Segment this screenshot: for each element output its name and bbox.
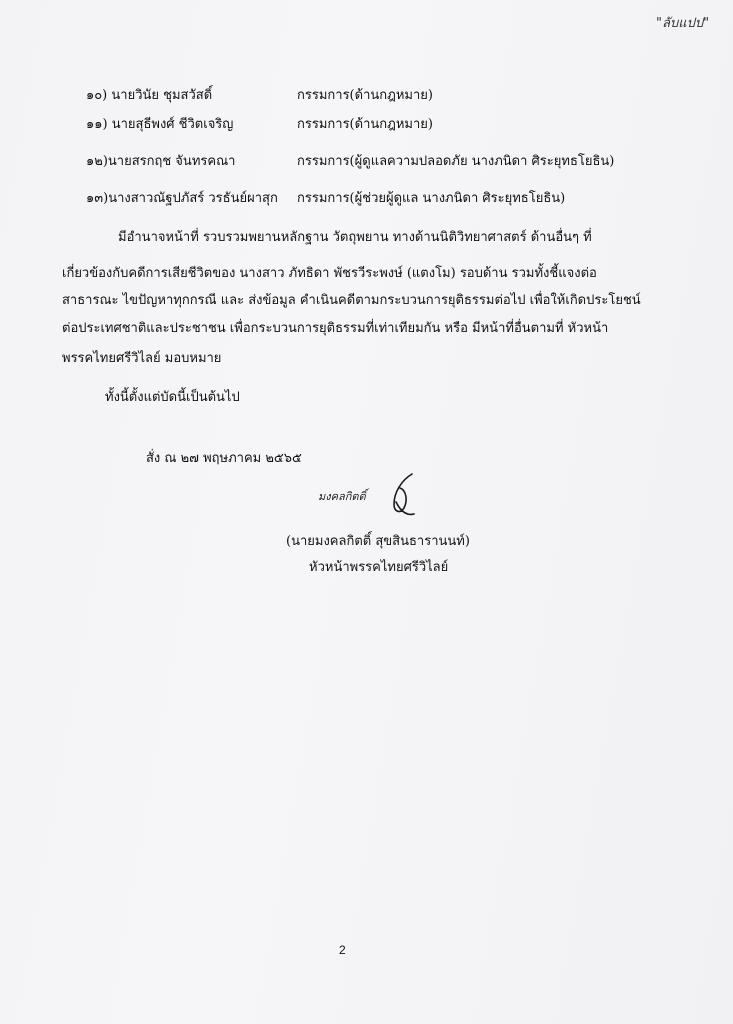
duty-line-4: ต่อประเทศชาติและประชาชน เพื่อกระบวนการยุติธรรมที่เท่าเทียมกัน หรือ มีหน้าที่อื่นตามที่ หัวหน้า xyxy=(62,321,609,336)
signer-name: (นายมงคลกิตติ์ สุขสินธารานนท์) xyxy=(286,534,470,549)
member-role-11: กรรมการ(ด้านกฎหมาย) xyxy=(297,117,433,132)
member-name-11: ๑๑) นายสุธีพงศ์ ชีวิตเจริญ xyxy=(86,117,234,132)
member-name-12: ๑๒)นายสรกฤช จันทรคณา xyxy=(86,154,236,169)
member-role-10: กรรมการ(ด้านกฎหมาย) xyxy=(297,88,433,103)
signer-title: หัวหน้าพรรคไทยศรีวิไลย์ xyxy=(309,560,449,575)
signature-script-text: มงคลกิตติ์ xyxy=(318,490,366,503)
duty-line-2: เกี่ยวข้องกับคดีการเสียชีวิตของ นางสาว ภัทธิดา พัชรวีระพงษ์ (แตงโม) รอบด้าน รวมทั้งชี้แจงต่อ xyxy=(62,266,597,281)
duty-line-1: มีอำนาจหน้าที่ รวบรวมพยานหลักฐาน วัตถุพยาน ทางด้านนิติวิทยาศาสตร์ ด้านอื่นๆ ที่ xyxy=(118,230,592,245)
duty-line-5: พรรคไทยศรีวิไลย์ มอบหมาย xyxy=(62,351,222,366)
effective-clause: ทั้งนี้ตั้งแต่บัดนี้เป็นต้นไป xyxy=(105,390,240,405)
order-date: สั่ง ณ ๒๗ พฤษภาคม ๒๕๖๕ xyxy=(146,451,302,466)
signature-mark xyxy=(372,470,432,520)
page-number: 2 xyxy=(339,943,346,957)
member-name-13: ๑๓)นางสาวณัฐปภัสร์ วรธันย์ผาสุก xyxy=(86,191,278,206)
handwritten-corner-note: "ลับแปป" xyxy=(656,16,710,31)
member-name-10: ๑๐) นายวินัย ชุมสวัสดิ์ xyxy=(86,88,213,103)
member-role-13: กรรมการ(ผู้ช่วยผู้ดูแล นางภนิดา ศิระยุทธโยธิน) xyxy=(297,191,566,206)
member-role-12: กรรมการ(ผู้ดูแลความปลอดภัย นางภนิดา ศิระยุทธโยธิน) xyxy=(297,154,615,169)
duty-line-3: สาธารณะ ไขปัญหาทุกกรณี และ ส่งข้อมูล คำเนินคดีตามกระบวนการยุติธรรมต่อไป เพื่อให้เกิดประโยชน์ xyxy=(62,293,641,308)
